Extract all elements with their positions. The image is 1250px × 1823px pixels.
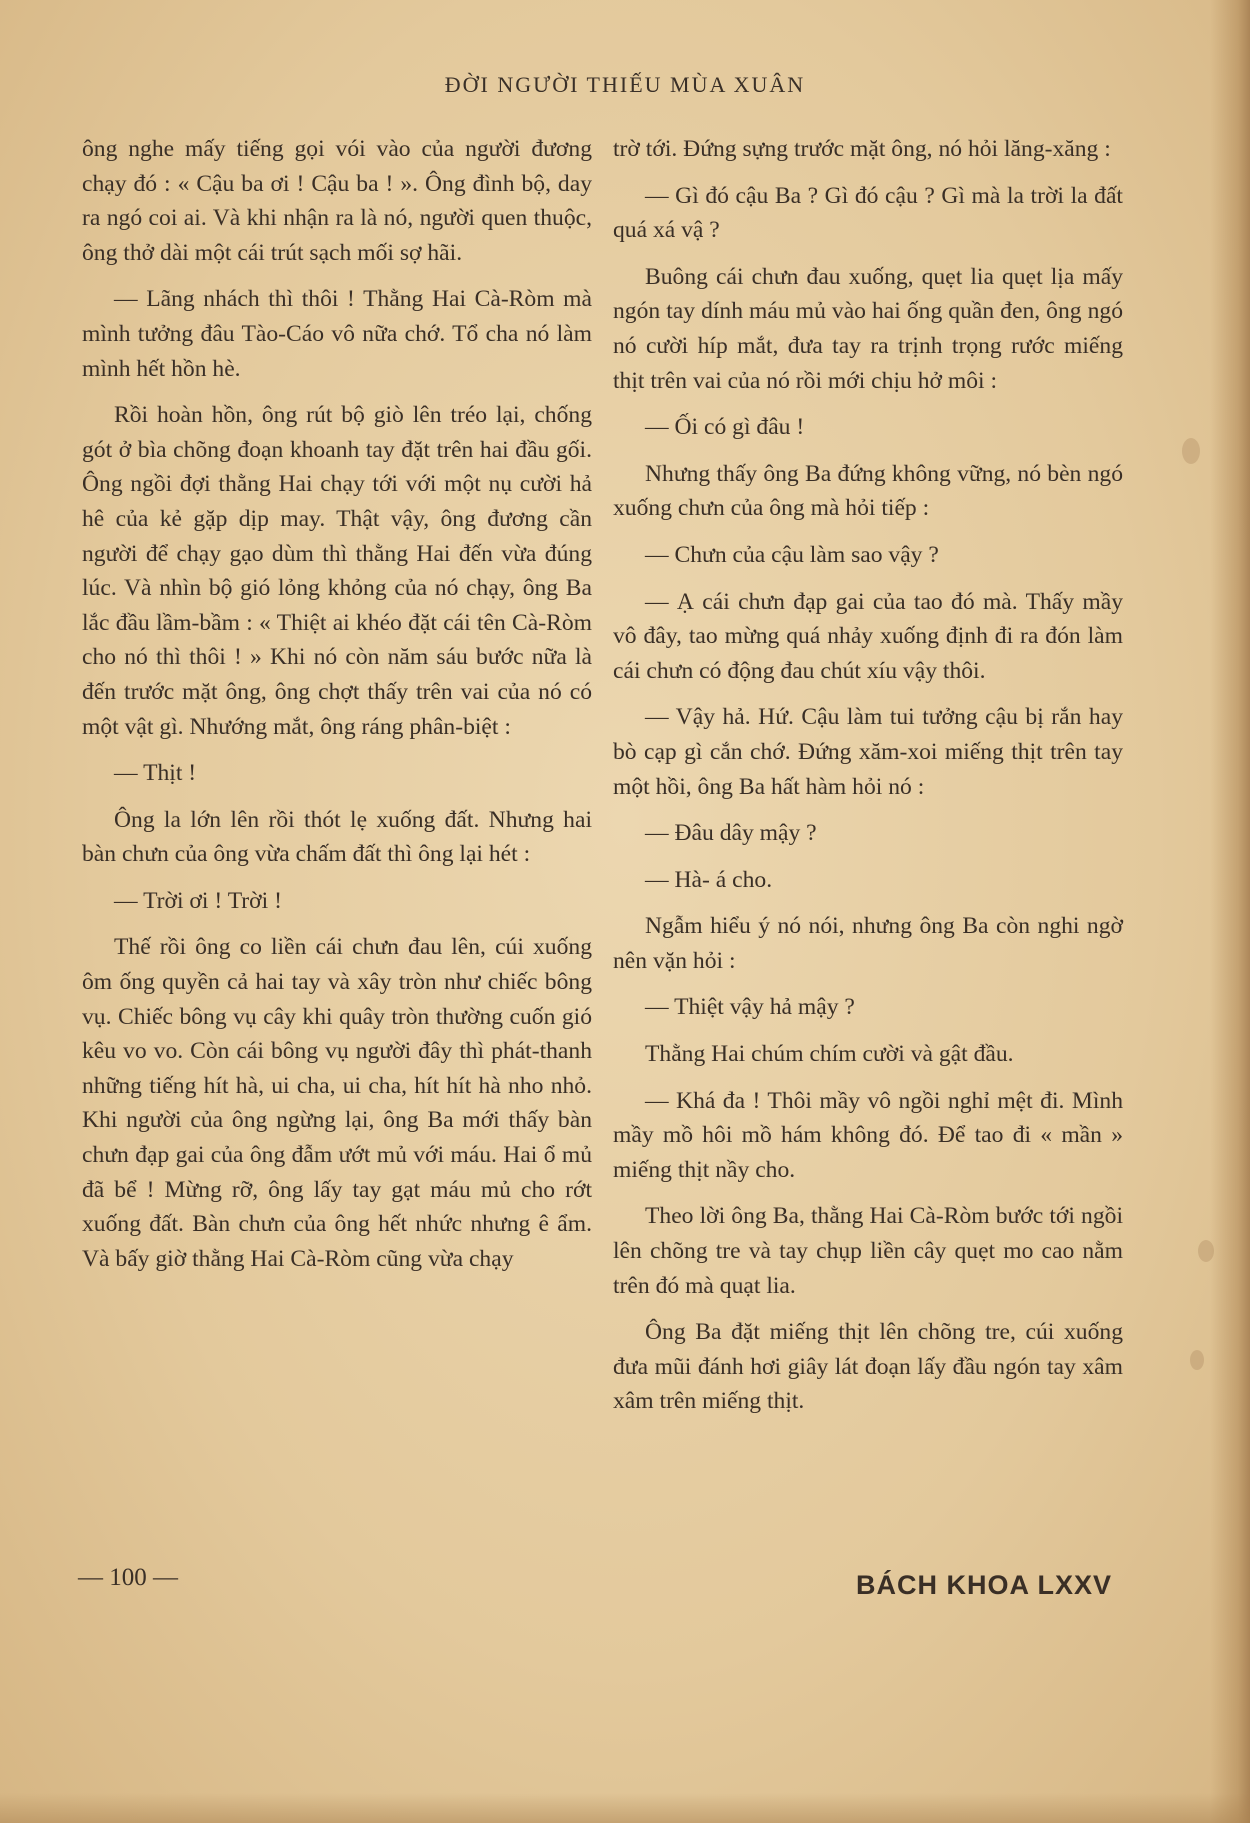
paragraph: — Hà- á cho. bbox=[645, 866, 773, 893]
paper-stain bbox=[1198, 1240, 1214, 1262]
paragraph: Thế rồi ông co liền cái chưn đau lên, cúi xuống ôm ống quyền cả hai tay và xây tròn như chiếc bông vụ. Chiếc bông vụ cây khi quây tròn thường cuốn gió kêu vo vo. Còn cái bông vụ người đây thì phát-thanh những tiếng hít hà, ui cha, ui cha, hít hít hà nho nhỏ. Khi người của ông ngừng lại, ông Ba mới thấy bàn chưn đạp gai của ông đẫm ướt mủ với máu. Hai ổ mủ đã bể ! Mừng rỡ, ông lấy tay gạt máu mủ cho rớt xuống đất. Bàn chưn của ông hết nhức nhưng ê ẩm. Và bấy giờ thằng Hai Cà-Ròm cũng vừa chạy bbox=[82, 934, 592, 1272]
paper-stain bbox=[1190, 1350, 1204, 1370]
paragraph: ông nghe mấy tiếng gọi vói vào của người đương chạy đó : « Cậu ba ơi ! Cậu ba ! ». Ông đình bộ, day ra ngó coi ai. Và khi nhận ra là nó, người quen thuộc, ông thở dài một cái trút sạch mối sợ hãi. bbox=[82, 136, 592, 266]
paragraph: Nhưng thấy ông Ba đứng không vững, nó bèn ngó xuống chưn của ông mà hỏi tiếp : bbox=[613, 460, 1123, 522]
paragraph: trờ tới. Đứng sựng trước mặt ông, nó hỏi lăng-xăng : bbox=[613, 136, 1111, 162]
page-edge-shadow bbox=[1210, 0, 1250, 1823]
paragraph: — Thịt ! bbox=[114, 760, 197, 787]
paragraph: Rồi hoàn hồn, ông rút bộ giò lên tréo lại, chống gót ở bìa chõng đoạn khoanh tay đặt trên hai đầu gối. Ông ngồi đợi thằng Hai chạy tới với một nụ cười hả hê của kẻ gặp dịp may. Thật vậy, ông đương cần người để chạy gạo dùm thì thằng Hai đến vừa đúng lúc. Và nhìn bộ gió lỏng khỏng của nó chạy, ông Ba lắc đầu lầm-bầm : « Thiệt ai khéo đặt cái tên Cà-Ròm cho nó thì thôi ! » Khi nó còn năm sáu bước nữa là đến trước mặt ông, ông chợt thấy trên vai của nó có một vật gì. Nhướng mắt, ông ráng phân-biệt : bbox=[82, 402, 592, 740]
paragraph: Ông Ba đặt miếng thịt lên chõng tre, cúi xuống đưa mũi đánh hơi giây lát đoạn lấy đầu ngón tay xâm xâm trên miếng thịt. bbox=[613, 1319, 1123, 1415]
paragraph: — Thiệt vậy hả mậy ? bbox=[645, 994, 855, 1021]
page-bottom-shadow bbox=[0, 1793, 1250, 1823]
page-number: — 100 — bbox=[78, 1564, 178, 1591]
paragraph: — Ối có gì đâu ! bbox=[645, 414, 805, 441]
paragraph: — Trời ơi ! Trời ! bbox=[114, 887, 282, 914]
paragraph: Ngẫm hiểu ý nó nói, nhưng ông Ba còn nghi ngờ nên vặn hỏi : bbox=[613, 913, 1123, 974]
paper-stain bbox=[1182, 438, 1200, 464]
running-head: ĐỜI NGƯỜI THIẾU MÙA XUÂN bbox=[444, 72, 806, 97]
paragraph: Ông la lớn lên rồi thót lẹ xuống đất. Nhưng hai bàn chưn của ông vừa chấm đất thì ông lại hét : bbox=[82, 806, 592, 868]
paragraph: — Ạ cái chưn đạp gai của tao đó mà. Thấy mầy vô đây, tao mừng quá nhảy xuống định đi ra đón làm cái chưn có động đau chút xíu vậy thôi. bbox=[613, 588, 1123, 684]
magazine-issue: BÁCH KHOA LXXV bbox=[855, 1570, 1112, 1600]
paragraph: — Khá đa ! Thôi mầy vô ngồi nghỉ mệt đi. Mình mầy mồ hôi mồ hám không đó. Để tao đi « mần » miếng thịt nầy cho. bbox=[613, 1087, 1123, 1183]
paragraph: — Đâu dây mậy ? bbox=[645, 820, 817, 847]
paragraph: — Gì đó cậu Ba ? Gì đó cậu ? Gì mà la trời la đất quá xá vậ ? bbox=[613, 182, 1123, 244]
left-column bbox=[82, 132, 592, 1288]
paragraph: Theo lời ông Ba, thằng Hai Cà-Ròm bước tới ngồi lên chõng tre và tay chụp liền cây quẹt mo cao nằm trên đó mà quạt lia. bbox=[613, 1203, 1123, 1299]
paragraph: — Vậy hả. Hứ. Cậu làm tui tưởng cậu bị rắn hay bò cạp gì cắn chớ. Đứng xăm-xoi miếng thịt trên tay một hồi, ông Ba hất hàm hỏi nó : bbox=[613, 704, 1123, 800]
paragraph: — Lãng nhách thì thôi ! Thằng Hai Cà-Ròm mà mình tưởng đâu Tào-Cáo vô nữa chớ. Tổ cha nó làm mình hết hồn hè. bbox=[82, 286, 592, 382]
paragraph: Buông cái chưn đau xuống, quẹt lia quẹt lịa mấy ngón tay dính máu mủ vào hai ống quần đen, ông ngó nó cười híp mắt, đưa tay ra trịnh trọng rước miếng thịt trên vai của nó rồi mới chịu hở môi : bbox=[613, 263, 1123, 394]
paragraph: — Chưn của cậu làm sao vậy ? bbox=[645, 541, 939, 568]
paragraph: Thằng Hai chúm chím cười và gật đầu. bbox=[645, 1041, 1014, 1068]
right-column bbox=[613, 132, 1123, 1431]
